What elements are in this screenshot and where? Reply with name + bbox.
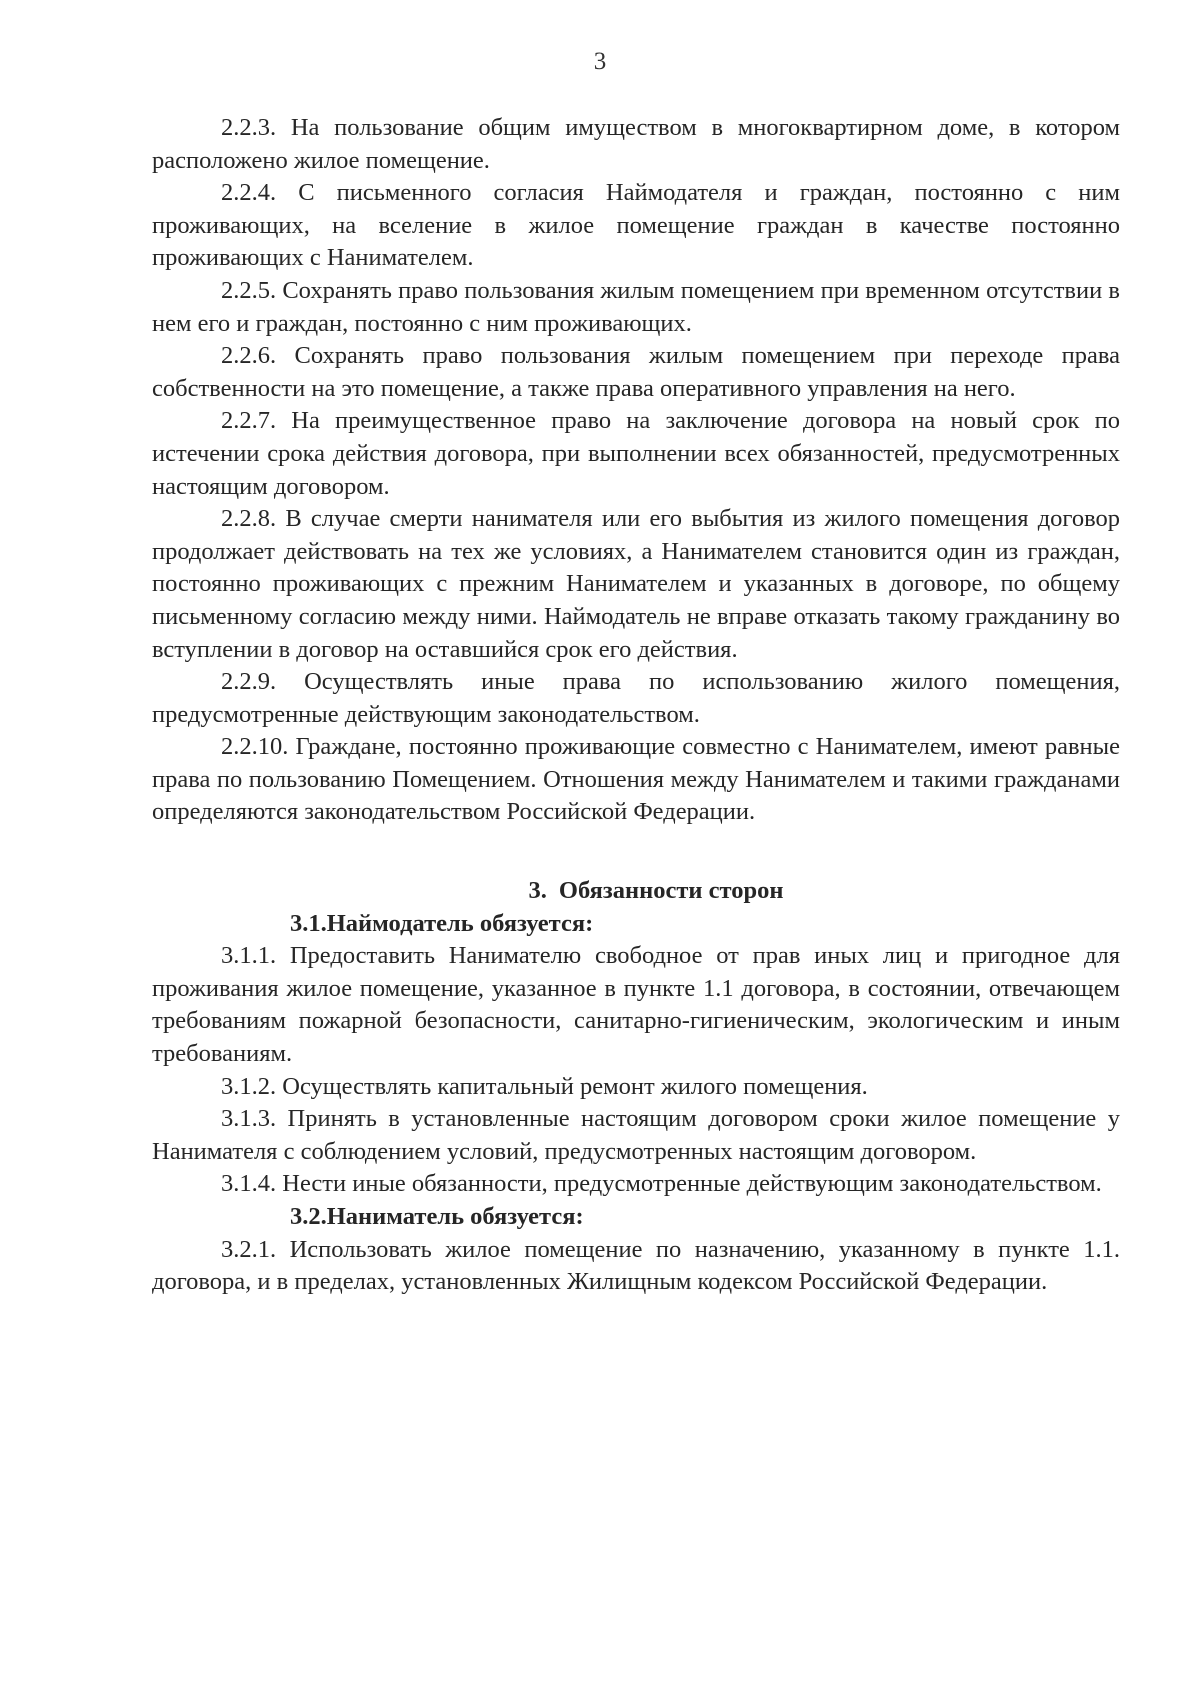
subsection-title: Наниматель обязуется:	[326, 1203, 584, 1230]
clause-2-2-7: 2.2.7. На преимущественное право на заключение договора на новый срок по истечении срока действия договора, при выполнении всех обязанностей, предусмотренных настоящим договором.	[152, 407, 1120, 500]
clause-3-1-3: 3.1.3. Принять в установленные настоящим договором сроки жилое помещение у Нанимателя с соблюдением условий, предусмотренных настоящим договором.	[152, 1105, 1120, 1165]
subsection-heading-3-2	[152, 1201, 1120, 1234]
clause-3-1-2: 3.1.2. Осуществлять капитальный ремонт жилого помещения.	[221, 1072, 868, 1100]
clause-2-2-8: 2.2.8. В случае смерти нанимателя или его выбытия из жилого помещения договор продолжает действовать на тех же условиях, а Нанимателем становится один из граждан, постоянно проживающих с прежним Нанимателем и указанных в договоре, по общему письменному согласию между ними. Наймодатель не вправе отказать такому гражданину во вступлении в договор на оставшийся срок его действия.	[152, 505, 1120, 663]
clause-2-2-3: 2.2.3. На пользование общим имуществом в многоквартирном доме, в котором расположено жилое помещение.	[152, 114, 1120, 174]
page-number: 3	[593, 48, 607, 75]
clause-2-2-6: 2.2.6. Сохранять право пользования жилым помещением при переходе права собственности на это помещение, а также права оперативного управления на него.	[152, 342, 1120, 402]
subsection-number: 3.1.	[290, 909, 327, 937]
section-title: Обязанности сторон	[558, 877, 784, 905]
section-number: 3.	[528, 877, 547, 905]
clause-3-1-1: 3.1.1. Предоставить Нанимателю свободное от прав иных лиц и пригодное для проживания жилое помещение, указанное в пункте 1.1 договора, в состоянии, отвечающем требованиям пожарной безопасности, санитарно-гигиеническим, экологическим и иным требованиям.	[152, 942, 1120, 1068]
subsection-title: Наймодатель обязуется:	[326, 909, 594, 937]
subsection-number: 3.2.	[290, 1203, 327, 1230]
section-heading-3	[152, 875, 1120, 908]
clause-3-2-1: 3.2.1. Использовать жилое помещение по назначению, указанному в пункте 1.1. договора, и в пределах, установленных Жилищным кодексом Российской Федерации.	[152, 1235, 1120, 1296]
clause-2-2-9: 2.2.9. Осуществлять иные права по использованию жилого помещения, предусмотренные действующим законодательством.	[152, 668, 1120, 728]
clause-2-2-4: 2.2.4. С письменного согласия Наймодателя и граждан, постоянно с ним проживающих, на вселение в жилое помещение граждан в качестве постоянно проживающих с Нанимателем.	[152, 179, 1120, 272]
clause-2-2-10: 2.2.10. Граждане, постоянно проживающие совместно с Нанимателем, имеют равные права по пользованию Помещением. Отношения между Нанимателем и такими гражданами определяются законодательством Российской Федерации.	[152, 733, 1120, 826]
clause-2-2-5: 2.2.5. Сохранять право пользования жилым помещением при временном отсутствии в нем его и граждан, постоянно с ним проживающих.	[152, 276, 1120, 337]
document-body	[152, 112, 1120, 1299]
subsection-heading-3-1	[152, 908, 1120, 941]
clause-3-1-4: 3.1.4. Нести иные обязанности, предусмотренные действующим законодательством.	[221, 1170, 1102, 1198]
